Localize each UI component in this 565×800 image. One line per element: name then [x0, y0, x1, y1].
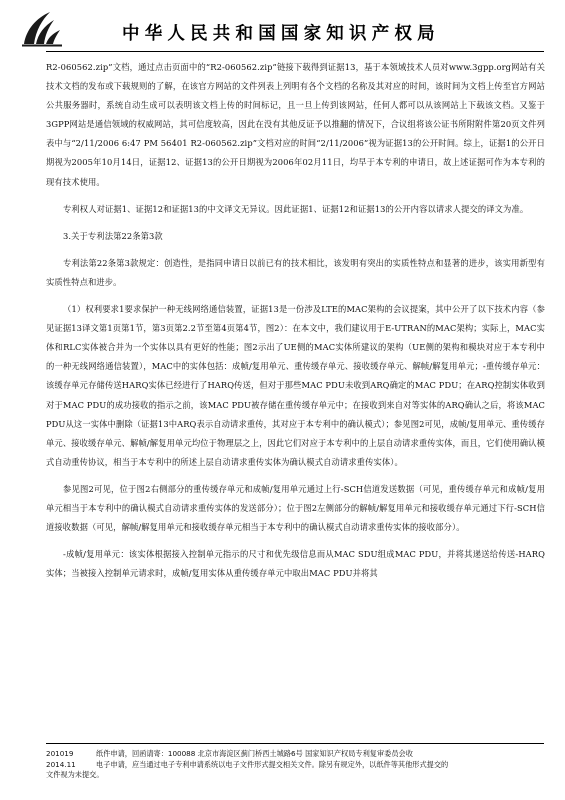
paragraph-translation-agreement: 专利权人对证据1、证据12和证据13的中文译文无异议。因此证据1、证据12和证据13的公开内容以请求人提交的译文为准。	[63, 203, 529, 214]
paragraph-claim1-analysis: （1）权利要求1要求保护一种无线网络通信装置，证据13是一份涉及LTE的MAC架构的会议提案，其中公开了以下技术内容（参见证据13译文第1页第1节，第3页第2.2节至第4页第4节，图2）：在本文中，我们建议用于E-UTRAN的MAC架构；实际上，MAC实体和RLC实体被合并为一个实体以具有更好的性能；图2示出了UE侧的MAC实体所建议的架构（UE侧的架构和模块对应于本专利中的一种无线网络通信装置），MAC中的实体包括：成帧/复用单元、重传缓存单元、接收缓存单元、解帧/解复用单元；-重传缓存单元：该缓存单元存储传送HARQ实体已经进行了HARQ传送，但对于那些MAC PDU未收到ARQ确定的MAC PDU；在ARQ控制实体收到对于MAC PDU的成功接收的指示之前，该MAC PDU被存储在重传缓存单元中；在接收到来自对等实体的ARQ确认之后，将该MAC PDU从这一实体中删除（证据13中ARQ表示自动请求重传，其对应于本专利中的确认模式）；参见图2可见，成帧/复用单元、重传缓存单元、接收缓存单元、解帧/解复用单元均位于物理层之上，因此它们对应于本专利中的上层自动请求重传实体，而且，它们使用确认模式自动重传协议，相当于本专利中的所述上层自动请求重传实体为确认模式自动请求重传实体）。	[46, 304, 545, 467]
form-code: 201019	[46, 749, 74, 758]
office-name: 中华人民共和国国家知识产权局	[122, 24, 440, 44]
cnipa-emblem-logo	[20, 8, 64, 48]
header-divider	[46, 51, 544, 52]
footer-divider	[46, 743, 544, 744]
paragraph-framing-multiplexing-unit: -成帧/复用单元：该实体根据接入控制单元指示的尺寸和优先级信息而从MAC SDU组成MAC PDU，并将其递送给传送-HARQ实体；当被接入控制单元请求时，成帧/复用实体从重传缓存单元中取出MAC PDU并将其	[46, 549, 545, 579]
page-header	[0, 0, 565, 52]
section-heading-article-22-3: 3.关于专利法第22条第3款	[63, 230, 163, 241]
document-body	[46, 58, 545, 583]
footer-electronic-notice: 电子申请，应当通过电子专利申请系统以电子文件形式提交相关文件。除另有规定外，以纸件等其他形式提交的	[96, 759, 449, 769]
footer-notice-continuation: 文件视为未提交。	[46, 770, 104, 779]
footer-mail-notice: 纸件申请，回函请寄：100088 北京市海淀区蓟门桥西土城路6号 国家知识产权局专利复审委员会收	[96, 749, 413, 758]
page-footer	[46, 749, 546, 781]
form-version: 2014.11	[46, 759, 76, 769]
paragraph-evidence13-disclosure: R2-060562.zip”文档，通过点击页面中的“R2-060562.zip”链接下载得到证据13，基于本领域技术人员对www.3gpp.org网站有关技术文档的发布或下载规则的了解，在该官方网站的文件列表上列明有各个文档的名称及其对应的时间，该时间为文档上传至官方网站公共服务器时，系统自动生成可以表明该文档上传的时间标记，且一旦上传到该网站，任何人都可以从该网站上下载该文档。又鉴于3GPP网站是通信领域的权威网站，其可信度较高，因此在没有其他反证予以推翻的情况下，合议组将该公证书所附附件第20页文件列表中与“2/11/2006 6:47 PM 56401 R2-060562.zip”文档对应的时间“2/11/2006”视为证据13的公开时间。综上，证据1的公开日期视为2005年10月14日，证据12、证据13的公开日期视为2006年02月11日，均早于本专利的申请日，故上述证据可作为本专利的现有技术使用。	[46, 62, 545, 187]
paragraph-inventiveness-definition: 专利法第22条第3款规定：创造性，是指同申请日以前已有的技术相比，该发明有突出的实质性特点和显著的进步，该实用新型有实质性特点和进步。	[46, 257, 545, 287]
paragraph-figure2-analysis: 参见图2可见，位于图2右侧部分的重传缓存单元和成帧/复用单元通过上行-SCH信道发送数据（可见，重传缓存单元和成帧/复用单元相当于本专利中的确认模式自动请求重传实体的发送部分）；位于图2左侧部分的解帧/解复用单元和接收缓存单元通过下行-SCH信道接收数据（可见，解帧/解复用单元和接收缓存单元相当于本专利中的确认模式自动请求重传实体的接收部分）。	[46, 483, 545, 533]
